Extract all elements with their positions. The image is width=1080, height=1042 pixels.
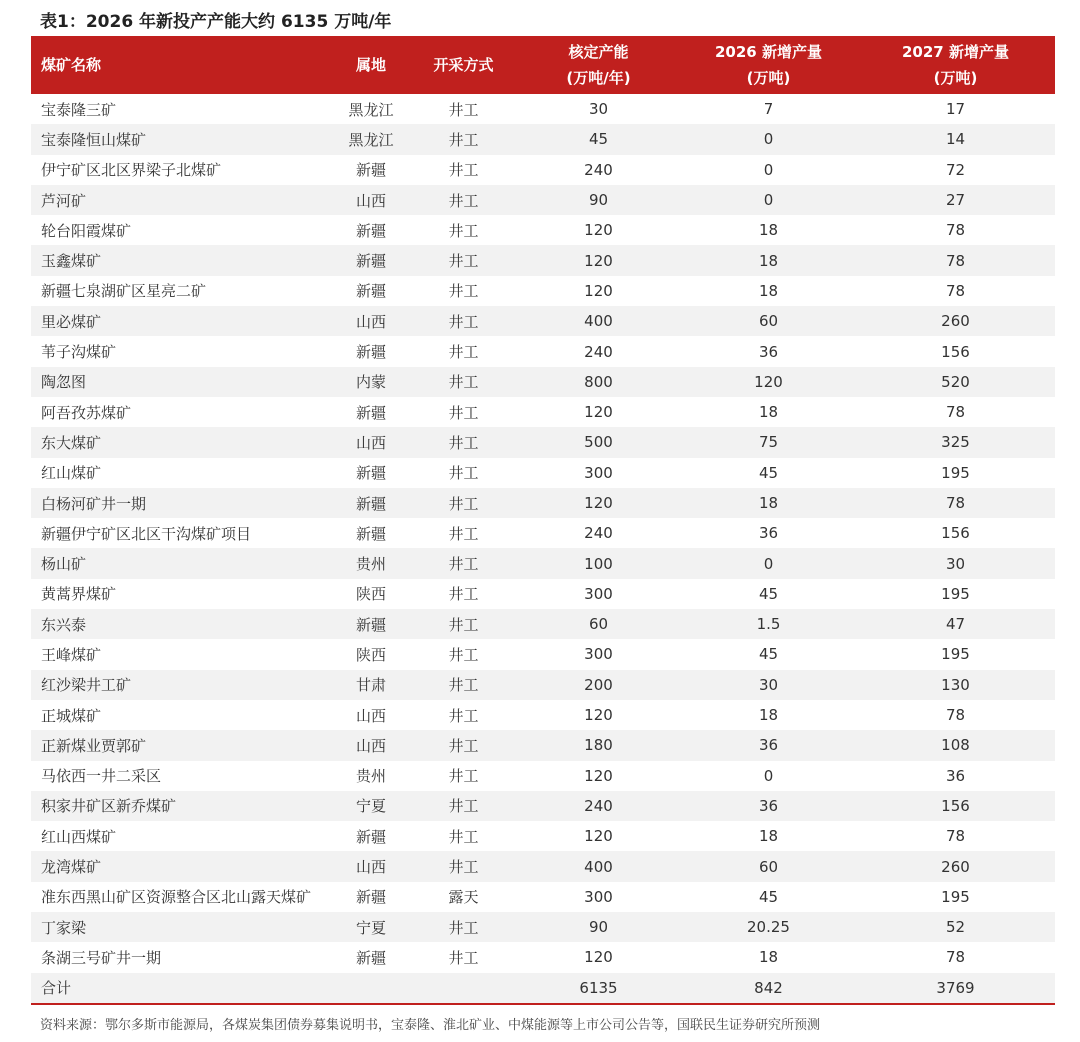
province-cell: 陕西 xyxy=(355,645,386,664)
province-cell: 甘肃 xyxy=(331,670,411,700)
add-2026-cell: 0 xyxy=(681,185,856,215)
add-2026-cell: 0 xyxy=(763,766,774,785)
add-2026-cell: 1.5 xyxy=(681,609,856,639)
method-cell: 井工 xyxy=(411,245,516,275)
add-2026-cell: 20.25 xyxy=(681,912,856,942)
table-row xyxy=(31,124,1055,154)
table-row xyxy=(31,397,1055,427)
table-title: 表1：2026 年新投产产能大约 6135 万吨/年 xyxy=(40,12,392,32)
add-2026-cell: 60 xyxy=(681,851,856,881)
mine-name-cell: 轮台阳霞煤矿 xyxy=(41,221,132,240)
add-2026-cell: 18 xyxy=(758,221,779,240)
add-2027-cell: 72 xyxy=(945,160,966,179)
add-2026-cell: 36 xyxy=(681,791,856,821)
province-cell: 新疆 xyxy=(355,403,386,422)
province-cell: 黑龙江 xyxy=(331,124,411,154)
add-2026-cell: 0 xyxy=(681,124,856,154)
table-row xyxy=(31,912,1055,942)
total-method-cell xyxy=(411,973,516,1004)
mine-name-cell: 红山煤矿 xyxy=(41,464,102,483)
province-cell: 贵州 xyxy=(331,548,411,578)
method-cell: 井工 xyxy=(448,706,479,725)
add-2027-cell: 17 xyxy=(945,100,966,119)
method-cell: 井工 xyxy=(411,427,516,457)
method-cell: 井工 xyxy=(411,791,516,821)
header-capacity-title: 核定产能 xyxy=(568,43,629,61)
province-cell: 新疆 xyxy=(331,245,411,275)
total-capacity-cell: 6135 xyxy=(516,973,681,1004)
table-row xyxy=(31,730,1055,760)
capacity-cell: 180 xyxy=(516,730,681,760)
mine-name-cell: 芦河矿 xyxy=(31,185,331,215)
method-cell: 井工 xyxy=(411,306,516,336)
capacity-cell: 400 xyxy=(516,306,681,336)
header-add-2027 xyxy=(856,36,1055,94)
add-2027-cell: 156 xyxy=(856,791,1055,821)
header-add-2027-title: 2027 新增产量 xyxy=(902,43,1009,61)
table-row xyxy=(31,609,1055,639)
add-2026-cell: 7 xyxy=(763,100,774,119)
capacity-cell: 300 xyxy=(584,584,613,603)
province-cell: 新疆 xyxy=(355,343,386,362)
method-cell: 井工 xyxy=(448,161,479,180)
province-cell: 内蒙 xyxy=(331,367,411,397)
add-2027-cell: 30 xyxy=(856,548,1055,578)
total-row xyxy=(31,973,1055,1004)
mine-name-cell: 东兴泰 xyxy=(31,609,331,639)
method-cell: 井工 xyxy=(411,367,516,397)
table-row xyxy=(31,851,1055,881)
capacity-cell: 60 xyxy=(516,609,681,639)
header-row xyxy=(31,36,1055,94)
add-2026-cell: 0 xyxy=(763,160,774,179)
province-cell: 新疆 xyxy=(355,524,386,543)
method-cell: 井工 xyxy=(411,912,516,942)
mine-name-cell: 东大煤矿 xyxy=(31,427,331,457)
mine-name-cell: 条湖三号矿井一期 xyxy=(41,948,162,967)
add-2027-cell: 325 xyxy=(856,427,1055,457)
add-2026-cell: 18 xyxy=(681,245,856,275)
table-row xyxy=(31,518,1055,548)
add-2027-cell: 195 xyxy=(941,645,970,664)
table-row xyxy=(31,245,1055,275)
capacity-cell: 240 xyxy=(584,524,613,543)
total-province-cell xyxy=(331,973,411,1004)
capacity-cell: 120 xyxy=(584,948,613,967)
add-2027-cell: 260 xyxy=(856,306,1055,336)
header-add-2026-unit: (万吨) xyxy=(746,69,791,87)
method-cell: 井工 xyxy=(411,124,516,154)
add-2027-cell: 78 xyxy=(856,245,1055,275)
capacity-cell: 100 xyxy=(516,548,681,578)
province-cell: 山西 xyxy=(331,185,411,215)
table-row xyxy=(31,185,1055,215)
mine-name-cell: 正城煤矿 xyxy=(41,706,102,725)
method-cell: 露天 xyxy=(448,888,479,907)
capacity-cell: 120 xyxy=(584,706,613,725)
mine-name-cell: 丁家梁 xyxy=(31,912,331,942)
mine-name-cell: 新疆七泉湖矿区星亮二矿 xyxy=(41,282,207,301)
add-2026-cell: 0 xyxy=(681,548,856,578)
add-2026-cell: 45 xyxy=(758,584,779,603)
mine-name-cell: 红山西煤矿 xyxy=(41,827,117,846)
mine-name-cell: 马依西一井二采区 xyxy=(41,767,162,786)
province-cell: 陕西 xyxy=(355,585,386,604)
mine-name-cell: 陶忽图 xyxy=(31,367,331,397)
add-2026-cell: 45 xyxy=(758,463,779,482)
add-2027-cell: 78 xyxy=(945,948,966,967)
mine-name-cell: 积家井矿区新乔煤矿 xyxy=(31,791,331,821)
table-row xyxy=(31,579,1055,609)
method-cell: 井工 xyxy=(411,488,516,518)
province-cell: 山西 xyxy=(331,851,411,881)
add-2027-cell: 78 xyxy=(945,221,966,240)
method-cell: 井工 xyxy=(448,827,479,846)
method-cell: 井工 xyxy=(411,185,516,215)
province-cell: 黑龙江 xyxy=(348,100,394,119)
table-row xyxy=(31,306,1055,336)
province-cell: 新疆 xyxy=(355,827,386,846)
mine-name-cell: 伊宁矿区北区界梁子北煤矿 xyxy=(41,161,222,180)
province-cell: 新疆 xyxy=(355,282,386,301)
mine-name-cell: 杨山矿 xyxy=(31,548,331,578)
add-2026-cell: 45 xyxy=(758,887,779,906)
province-cell: 新疆 xyxy=(331,488,411,518)
table-row xyxy=(31,155,1055,185)
method-cell: 井工 xyxy=(448,948,479,967)
add-2026-cell: 36 xyxy=(681,730,856,760)
province-cell: 新疆 xyxy=(355,464,386,483)
add-2026-cell: 60 xyxy=(681,306,856,336)
add-2027-cell: 156 xyxy=(941,524,970,543)
method-cell: 井工 xyxy=(448,343,479,362)
add-2026-cell: 30 xyxy=(681,670,856,700)
capacity-cell: 240 xyxy=(584,342,613,361)
province-cell: 山西 xyxy=(331,730,411,760)
mine-name-cell: 白杨河矿井一期 xyxy=(31,488,331,518)
method-cell: 井工 xyxy=(411,609,516,639)
source-note: 资料来源：鄂尔多斯市能源局，各煤炭集团债券募集说明书，宝泰隆、淮北矿业、中煤能源等上市公司公告等，国联民生证券研究所预测 xyxy=(40,1018,821,1033)
table-row xyxy=(31,336,1055,366)
add-2026-cell: 18 xyxy=(758,948,779,967)
header-mine-name: 煤矿名称 xyxy=(31,36,331,94)
mine-name-cell: 红沙梁井工矿 xyxy=(31,670,331,700)
header-capacity-unit: (万吨/年) xyxy=(566,69,631,87)
province-cell: 山西 xyxy=(331,427,411,457)
table-row xyxy=(31,761,1055,791)
method-cell: 井工 xyxy=(448,464,479,483)
header-add-2026-title: 2026 新增产量 xyxy=(715,43,822,61)
province-cell: 新疆 xyxy=(331,609,411,639)
header-add-2026 xyxy=(681,36,856,94)
table-row xyxy=(31,367,1055,397)
add-2026-cell: 36 xyxy=(758,342,779,361)
province-cell: 山西 xyxy=(331,306,411,336)
mine-name-cell: 宝泰隆三矿 xyxy=(41,100,117,119)
add-2026-cell: 45 xyxy=(758,645,779,664)
header-method: 开采方式 xyxy=(411,36,516,94)
table-row xyxy=(31,94,1055,124)
add-2027-cell: 195 xyxy=(941,584,970,603)
method-cell: 井工 xyxy=(411,670,516,700)
method-cell: 井工 xyxy=(448,221,479,240)
add-2027-cell: 14 xyxy=(856,124,1055,154)
add-2027-cell: 78 xyxy=(945,281,966,300)
add-2027-cell: 36 xyxy=(945,766,966,785)
mine-name-cell: 王峰煤矿 xyxy=(41,645,102,664)
capacity-cell: 120 xyxy=(584,281,613,300)
table-row xyxy=(31,639,1055,669)
add-2027-cell: 78 xyxy=(945,403,966,422)
mine-name-cell: 玉鑫煤矿 xyxy=(31,245,331,275)
table-row xyxy=(31,548,1055,578)
header-capacity xyxy=(516,36,681,94)
capacity-cell: 120 xyxy=(584,766,613,785)
total-add-2027-cell: 3769 xyxy=(856,973,1055,1004)
total-add-2026-cell: 842 xyxy=(681,973,856,1004)
add-2027-cell: 27 xyxy=(856,185,1055,215)
method-cell: 井工 xyxy=(448,100,479,119)
method-cell: 井工 xyxy=(448,767,479,786)
mine-name-cell: 里必煤矿 xyxy=(31,306,331,336)
table-row xyxy=(31,821,1055,851)
capacity-cell: 45 xyxy=(516,124,681,154)
coal-mine-table xyxy=(31,36,1055,1005)
capacity-cell: 90 xyxy=(516,912,681,942)
capacity-cell: 240 xyxy=(584,160,613,179)
mine-name-cell: 新疆伊宁矿区北区干沟煤矿项目 xyxy=(41,524,252,543)
mine-name-cell: 苇子沟煤矿 xyxy=(41,343,117,362)
table-row xyxy=(31,942,1055,972)
header-province: 属地 xyxy=(331,36,411,94)
table-row xyxy=(31,488,1055,518)
add-2026-cell: 18 xyxy=(681,488,856,518)
capacity-cell: 300 xyxy=(584,887,613,906)
province-cell: 新疆 xyxy=(355,888,386,907)
province-cell: 宁夏 xyxy=(331,912,411,942)
method-cell: 井工 xyxy=(411,851,516,881)
capacity-cell: 400 xyxy=(516,851,681,881)
add-2027-cell: 260 xyxy=(856,851,1055,881)
add-2027-cell: 78 xyxy=(856,488,1055,518)
method-cell: 井工 xyxy=(448,524,479,543)
province-cell: 新疆 xyxy=(355,948,386,967)
table-row xyxy=(31,427,1055,457)
method-cell: 井工 xyxy=(448,585,479,604)
capacity-cell: 120 xyxy=(584,221,613,240)
add-2027-cell: 78 xyxy=(945,706,966,725)
table-row xyxy=(31,215,1055,245)
add-2026-cell: 18 xyxy=(758,827,779,846)
header-add-2027-unit: (万吨) xyxy=(933,69,978,87)
method-cell: 井工 xyxy=(448,282,479,301)
capacity-cell: 300 xyxy=(584,645,613,664)
mine-name-cell: 龙湾煤矿 xyxy=(31,851,331,881)
add-2026-cell: 18 xyxy=(758,403,779,422)
add-2026-cell: 75 xyxy=(681,427,856,457)
capacity-cell: 240 xyxy=(516,791,681,821)
table-row xyxy=(31,670,1055,700)
method-cell: 井工 xyxy=(448,645,479,664)
add-2027-cell: 195 xyxy=(941,463,970,482)
capacity-cell: 800 xyxy=(516,367,681,397)
mine-name-cell: 准东西黑山矿区资源整合区北山露天煤矿 xyxy=(41,888,312,907)
capacity-cell: 90 xyxy=(516,185,681,215)
add-2026-cell: 36 xyxy=(758,524,779,543)
add-2027-cell: 78 xyxy=(945,827,966,846)
method-cell: 井工 xyxy=(411,730,516,760)
capacity-cell: 30 xyxy=(588,100,609,119)
method-cell: 井工 xyxy=(411,548,516,578)
province-cell: 宁夏 xyxy=(331,791,411,821)
table-row xyxy=(31,458,1055,488)
capacity-cell: 120 xyxy=(516,488,681,518)
capacity-cell: 120 xyxy=(584,403,613,422)
capacity-cell: 200 xyxy=(516,670,681,700)
add-2026-cell: 120 xyxy=(681,367,856,397)
capacity-cell: 500 xyxy=(516,427,681,457)
province-cell: 新疆 xyxy=(355,221,386,240)
total-mine-name-cell: 合计 xyxy=(31,973,331,1004)
add-2026-cell: 18 xyxy=(758,706,779,725)
add-2027-cell: 195 xyxy=(941,887,970,906)
add-2027-cell: 156 xyxy=(941,342,970,361)
capacity-cell: 120 xyxy=(516,245,681,275)
province-cell: 新疆 xyxy=(355,161,386,180)
mine-name-cell: 宝泰隆恒山煤矿 xyxy=(31,124,331,154)
add-2027-cell: 520 xyxy=(856,367,1055,397)
table-body xyxy=(31,94,1055,1004)
mine-name-cell: 正新煤业贾郭矿 xyxy=(31,730,331,760)
province-cell: 山西 xyxy=(355,706,386,725)
method-cell: 井工 xyxy=(448,403,479,422)
table-row xyxy=(31,882,1055,912)
province-cell: 贵州 xyxy=(355,767,386,786)
mine-name-cell: 阿吾孜苏煤矿 xyxy=(41,403,132,422)
table-row xyxy=(31,791,1055,821)
table-row xyxy=(31,700,1055,730)
add-2027-cell: 108 xyxy=(856,730,1055,760)
add-2026-cell: 18 xyxy=(758,281,779,300)
mine-name-cell: 黄蒿界煤矿 xyxy=(41,585,117,604)
add-2027-cell: 130 xyxy=(856,670,1055,700)
add-2027-cell: 52 xyxy=(856,912,1055,942)
capacity-cell: 120 xyxy=(584,827,613,846)
capacity-cell: 300 xyxy=(584,463,613,482)
table-row xyxy=(31,276,1055,306)
add-2027-cell: 47 xyxy=(856,609,1055,639)
